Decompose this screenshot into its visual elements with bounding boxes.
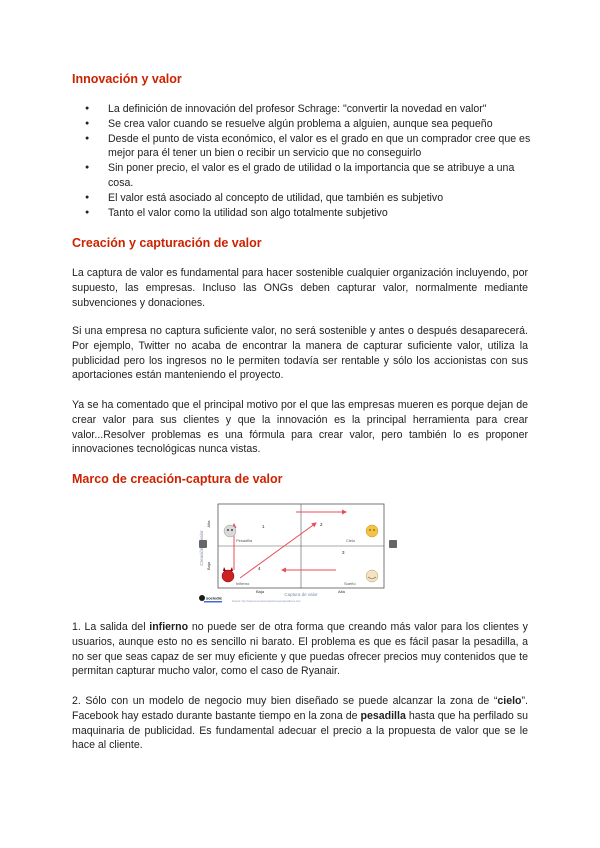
quadrant-infierno-label: Infierno [236, 581, 250, 586]
paragraph-infierno [72, 620, 528, 679]
bold-term: infierno [149, 621, 189, 633]
innovation-bullet-list [72, 102, 532, 220]
value-matrix-figure [196, 498, 400, 604]
mark-1: 1 [262, 524, 265, 529]
list-item: ● La definición de innovación del profesor Schrage: "convertir la novedad en valor" [72, 102, 532, 117]
bold-term: pesadilla [360, 709, 406, 722]
section-title-innovacion: Innovación y valor [72, 72, 182, 86]
y-high-label: Alta [206, 520, 211, 528]
section-title-marco: Marco de creación-captura de valor [72, 472, 283, 486]
figure-caption: Fuente: http://www.innovacionsolucionesypragmatismo.com [232, 600, 301, 603]
list-item: ● Sin poner precio, el valor es el grado de utilidad o la importancia que se atribuye a una cosa. [72, 161, 532, 191]
value-matrix-svg [196, 498, 400, 604]
quadrant-cielo-label: Cielo [346, 538, 356, 543]
list-item: ● Se crea valor cuando se resuelve algún problema a alguien, aunque sea pequeño [72, 117, 532, 132]
text-span: 1. La salida del [72, 621, 150, 633]
right-handle [389, 540, 397, 548]
text-span: hasta que ha perfilado su maquinaria de publicidad. Es fundamental adecuar el precio a la propuesta de valor que se le hace al cliente. [72, 709, 529, 752]
list-item: ● Tanto el valor como la utilidad son algo totalmente subjetivo [72, 206, 532, 221]
left-handle [199, 540, 207, 548]
text-span: no puede ser de otra forma que creando más valor para los clientes y usuarios, aunque esto no es sencillo ni barato. El problema es que es fácil pasar la pesadilla, a no ser que seas capaz de ser muy eficiente y que puedas ofrecer precios muy contenidos que te permitan capturar mucho valor, como el caso de Ryanair. [72, 621, 528, 678]
text-span: 2. Sólo con un modelo de negocio muy bien diseñado se puede alcanzar la zona de “ [72, 695, 498, 707]
logo-underline [204, 601, 222, 603]
paragraph: Ya se ha comentado que el principal motivo por el que las empresas mueren es porque dejan de crear valor para sus clientes y que la innovación es la principal herramienta para crear valor...Resolver problemas es una fórmula para crear valor, pero también lo es proponer innovaciones tecnológicas nunca vistas. [72, 399, 528, 456]
paragraph-cielo [72, 694, 528, 753]
quadrant-pesadilla-label: Pesadilla [236, 538, 253, 543]
quadrant-sueno-label: Sueño [344, 581, 356, 586]
list-item: ● El valor está asociado al concepto de utilidad, que también es subjetivo [72, 191, 532, 206]
mark-3: 3 [342, 550, 345, 555]
logo-text: sociedic [206, 595, 223, 601]
mark-4: 4 [258, 566, 261, 571]
x-axis-label: Captura de valor [284, 592, 318, 597]
list-item: ● Desde el punto de vista económico, el valor es el grado en que un comprador cree que es mejor para él tener un bien o recibir un servicio que no conseguirlo [72, 132, 532, 162]
paragraph: Si una empresa no captura suficiente valor, no será sostenible y antes o después desaparecerá. Por ejemplo, Twitter no acaba de encontrar la manera de capturar suficiente valor, utiliza la publicidad pero los ingresos no le permiten todavía ser rentable y sólo los accionistas con sus aportaciones están manteniendo el proyecto. [72, 325, 528, 382]
section-title-creacion: Creación y capturación de valor [72, 236, 262, 250]
cielo-illustration [366, 525, 378, 537]
x-high-label: Alta [338, 589, 345, 594]
sociedic-logo-icon [199, 595, 205, 601]
y-low-label: Baja [206, 561, 211, 571]
sueno-illustration [366, 570, 378, 582]
mark-2: 2 [320, 522, 323, 527]
pesadilla-illustration [224, 525, 236, 537]
text-span: ”. Facebook hay estado durante bastante tiempo en la zona de [72, 695, 528, 722]
paragraph: La captura de valor es fundamental para hacer sostenible cualquier organización incluyendo, por supuesto, las empresas. Incluso las ONGs deben capturar valor, normalmente mediante subvenciones y donaciones. [72, 267, 528, 309]
x-low-label: Baja [256, 589, 265, 594]
bold-term: cielo [497, 695, 522, 707]
